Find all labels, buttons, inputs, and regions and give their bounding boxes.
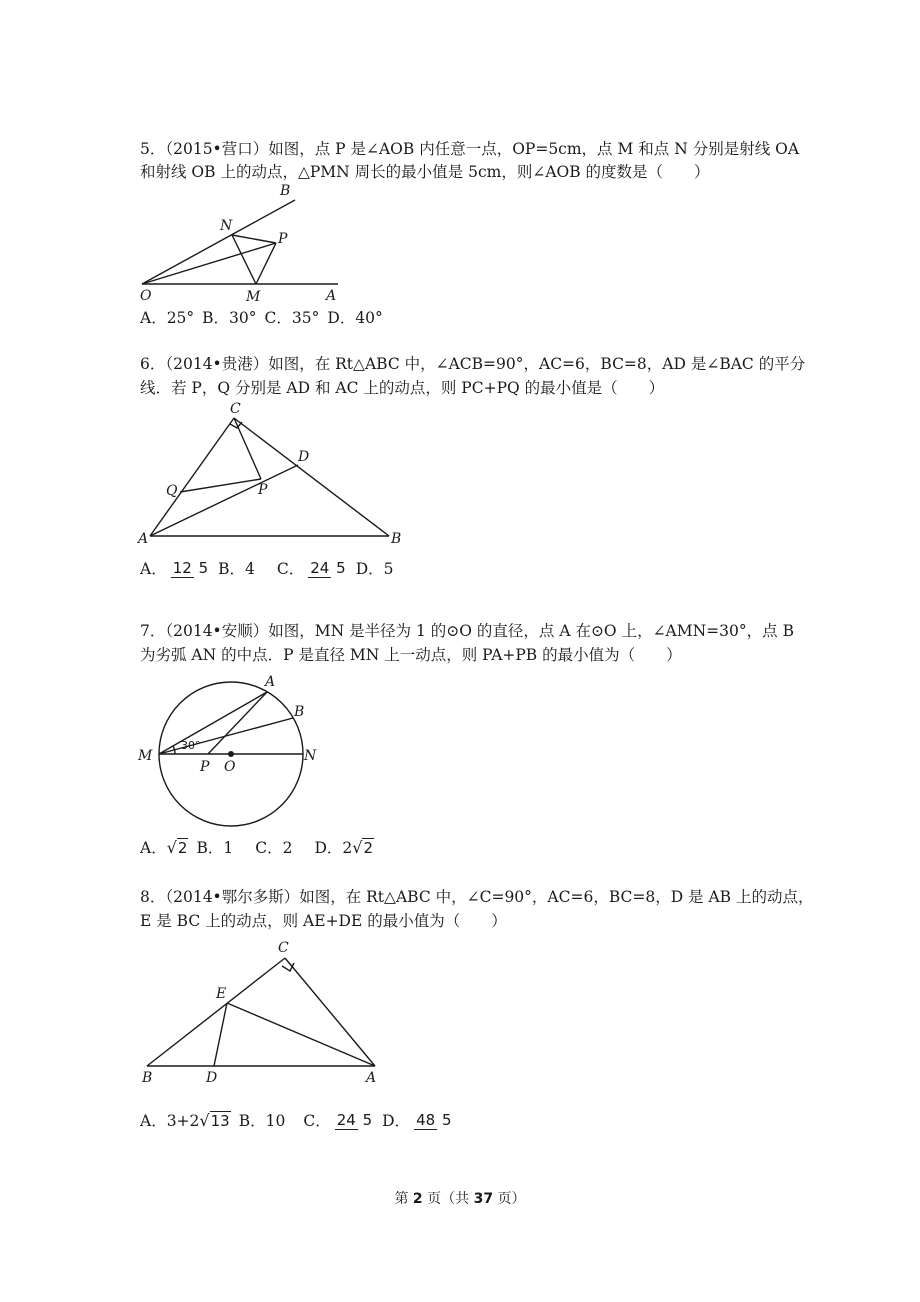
q6-label-c: C [230, 401, 241, 417]
q7-text-line1: 7．（2014•安顺）如图，MN 是半径为 1 的⊙O 的直径，点 A 在⊙O 上，∠AMN=30°，点 B [140, 622, 794, 640]
q7-option-a-sqrt[interactable] [167, 838, 189, 857]
q6-option-a-numerator: 12 [172, 558, 192, 577]
q7-option-d-sqrt[interactable] [352, 838, 374, 857]
q6-label-b: B [391, 531, 402, 547]
q8-label-c: C [278, 940, 289, 956]
q8-option-c-numerator: 24 [336, 1110, 356, 1129]
q7-option-a-label[interactable]: A． [140, 839, 167, 857]
q7-label-o: O [224, 759, 236, 775]
footer-page-number: 2 [412, 1191, 423, 1207]
q5-text-line1: 5．（2015•营口）如图，点 P 是∠AOB 内任意一点，OP=5cm，点 M 和点 N 分别是射线 OA [140, 140, 800, 158]
q7-option-c[interactable]: C．2 [255, 839, 293, 857]
q6-option-c-numerator: 24 [310, 558, 330, 577]
q6-label-q: Q [166, 483, 178, 499]
q8-text-line1: 8．（2014•鄂尔多斯）如图，在 Rt△ABC 中，∠C=90°，AC=6，BC=8，D 是 AB 上的动点， [140, 888, 814, 906]
q6-option-c-denominator: 5 [336, 558, 346, 577]
q6-option-c-fraction[interactable] [308, 559, 345, 578]
page-footer [0, 1188, 920, 1208]
q8-option-c-label[interactable]: C． [303, 1112, 331, 1130]
q6-text-line2: 线．若 P，Q 分别是 AD 和 AC 上的动点，则 PC+PQ 的最小值是（ ） [140, 379, 665, 397]
q7-figure [130, 668, 330, 828]
q5-option-a[interactable]: A．25° [140, 309, 195, 327]
q8-option-a-label[interactable]: A．3+2 [140, 1112, 200, 1130]
q7-label-a: A [265, 674, 276, 690]
q5-label-n: N [220, 218, 233, 234]
q8-option-b[interactable]: B．10 [238, 1112, 286, 1130]
q8-option-c-fraction[interactable] [335, 1111, 372, 1130]
q6-option-c-label[interactable]: C． [276, 560, 305, 578]
q7-angle-label: 30° [181, 739, 201, 752]
q5-label-a: A [326, 288, 337, 304]
q6-figure [130, 395, 420, 550]
q6-text-line1: 6．（2014•贵港）如图，在 Rt△ABC 中，∠ACB=90°，AC=6，BC=8，AD 是∠BAC 的平分 [140, 355, 806, 373]
q6-label-a: A [138, 531, 149, 547]
q7-center-dot [228, 751, 234, 757]
q5-text-line2: 和射线 OB 上的动点，△PMN 周长的最小值是 5cm，则∠AOB 的度数是（ ） [140, 163, 710, 181]
sqrt-symbol: √ [166, 837, 177, 857]
q7-label-m: M [138, 748, 153, 764]
q7-label-n: N [304, 748, 317, 764]
q5-label-m: M [246, 289, 261, 305]
q7-option-a-radicand: 2 [177, 838, 188, 857]
q6-options [140, 548, 393, 588]
q8-label-b: B [142, 1070, 153, 1086]
q7-label-p: P [200, 759, 210, 775]
q7-text-line2: 为劣弧 AN 的中点．P 是直径 MN 上一动点，则 PA+PB 的最小值为（ ） [140, 646, 682, 664]
q5-option-c[interactable]: C．35° [264, 309, 320, 327]
sqrt-symbol: √ [199, 1110, 210, 1130]
q8-option-c-denominator: 5 [362, 1110, 373, 1129]
q6-label-d: D [298, 449, 310, 465]
q5-label-p: P [278, 231, 288, 247]
q5-options [140, 297, 383, 337]
q5-option-d[interactable]: D．40° [327, 309, 383, 327]
q6-option-a-fraction[interactable] [171, 559, 208, 578]
q6-option-b[interactable]: B．4 [218, 560, 255, 578]
q7-option-d-radicand: 2 [363, 838, 373, 857]
q7-options [140, 827, 374, 867]
q7-option-b[interactable]: B．1 [196, 839, 234, 857]
q8-text-line2: E 是 BC 上的动点，则 AE+DE 的最小值为（ ） [140, 912, 507, 930]
q5-label-b: B [280, 183, 291, 199]
q5-option-b[interactable]: B．30° [202, 309, 257, 327]
q6-option-a-denominator: 5 [198, 558, 209, 577]
q6-label-p: P [258, 482, 268, 498]
q8-label-e: E [216, 986, 227, 1002]
footer-total-pages: 37 [473, 1191, 494, 1207]
q6-option-d[interactable]: D．5 [355, 560, 394, 578]
q8-options [140, 1100, 455, 1140]
q8-label-d: D [206, 1070, 218, 1086]
q5-label-o: O [140, 288, 152, 304]
q8-option-d-denominator: 5 [441, 1110, 452, 1129]
q8-option-d-label[interactable]: D． [382, 1112, 411, 1130]
q8-option-d-numerator: 48 [416, 1110, 436, 1129]
q7-label-b: B [294, 704, 305, 720]
footer-middle: 页（共 [422, 1191, 474, 1207]
q8-option-a-sqrt[interactable] [199, 1111, 230, 1130]
q6-option-a-label[interactable]: A． [140, 560, 167, 578]
q7-option-d-label[interactable]: D．2 [314, 839, 353, 857]
q8-option-a-radicand: 13 [210, 1111, 230, 1130]
q8-option-d-fraction[interactable] [414, 1111, 451, 1130]
footer-suffix: 页） [493, 1191, 526, 1207]
footer-prefix: 第 [394, 1191, 413, 1207]
q8-label-a: A [366, 1070, 377, 1086]
q5-figure [130, 180, 360, 310]
q8-figure [130, 932, 390, 1092]
sqrt-symbol: √ [352, 837, 363, 857]
